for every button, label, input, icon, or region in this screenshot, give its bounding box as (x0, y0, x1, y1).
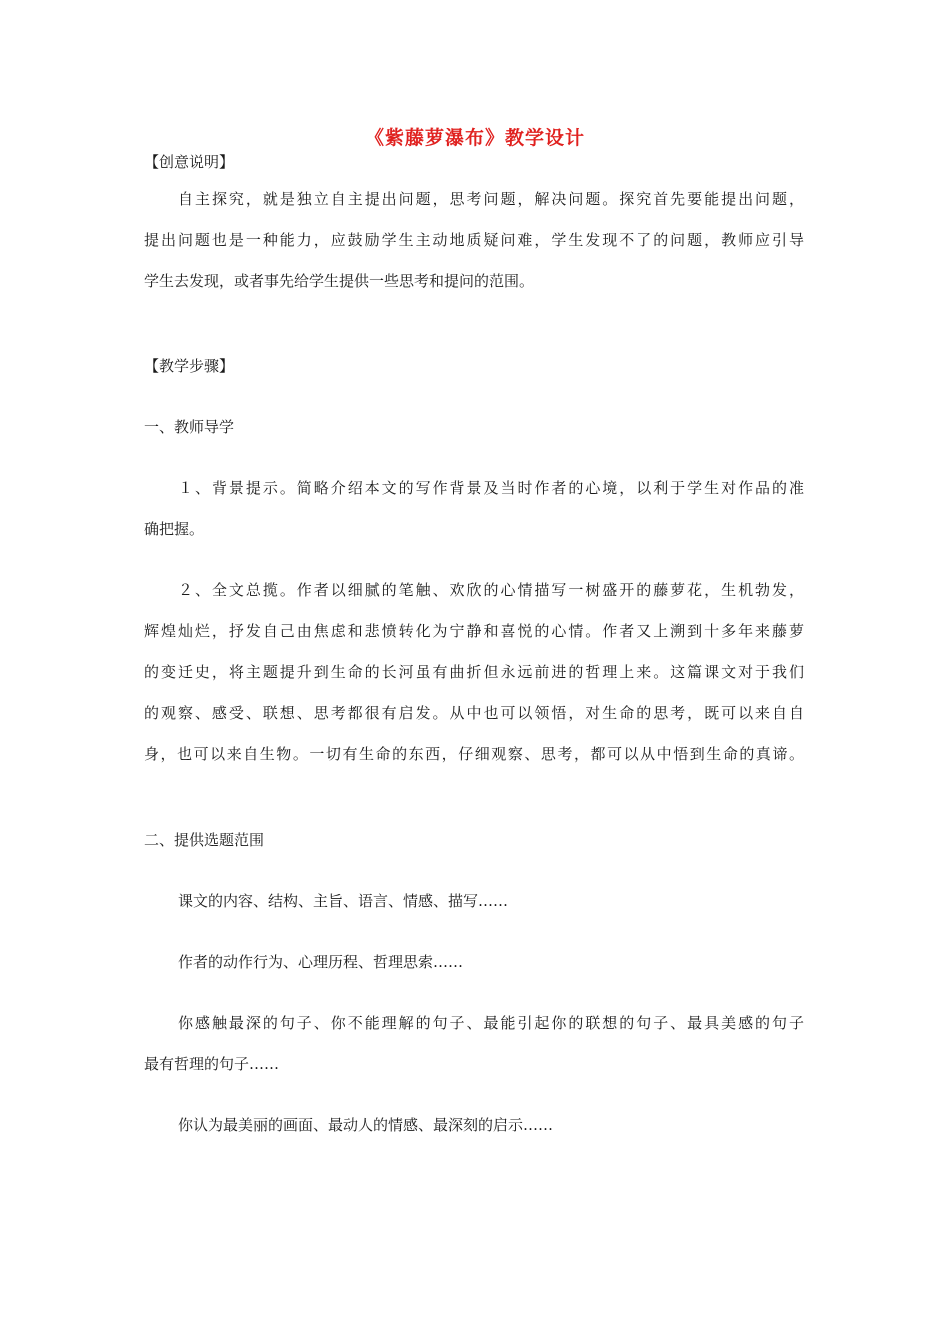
section-heading-steps: 【教学步骤】 (144, 357, 235, 375)
scope-item: 你认为最美丽的画面、最动人的情感、最深刻的启示…… (178, 1116, 554, 1134)
item1-paragraph-line: １、背景提示。简略介绍本文的写作背景及当时作者的心境，以利于学生对作品的准 (178, 479, 804, 497)
item2-paragraph-line: 的观察、感受、联想、思考都很有启发。从中也可以领悟，对生命的思考，既可以来自自 (144, 704, 804, 722)
item2-paragraph-line: 辉煌灿烂，抒发自己由焦虑和悲愤转化为宁静和喜悦的心情。作者又上溯到十多年来藤萝 (144, 622, 804, 640)
item1-paragraph-line: 确把握。 (144, 520, 205, 538)
item2-paragraph-line: ２、全文总揽。作者以细腻的笔触、欢欣的心情描写一树盛开的藤萝花，生机勃发， (178, 581, 804, 599)
scope-item: 作者的动作行为、心理历程、哲理思索…… (178, 953, 464, 971)
document-title: 《紫藤萝瀑布》教学设计 (364, 127, 585, 149)
scope-item-line: 你感触最深的句子、你不能理解的句子、最能引起你的联想的句子、最具美感的句子 (178, 1014, 804, 1032)
scope-item-line: 最有哲理的句子…… (144, 1055, 280, 1073)
item2-paragraph-line: 身，也可以来自生物。一切有生命的东西，仔细观察、思考，都可以从中悟到生命的真谛。 (144, 745, 804, 763)
idea-paragraph-line: 提出问题也是一种能力，应鼓励学生主动地质疑问难，学生发现不了的问题，教师应引导 (144, 231, 804, 249)
section-heading-idea: 【创意说明】 (144, 153, 235, 171)
scope-item: 课文的内容、结构、主旨、语言、情感、描写…… (178, 892, 509, 910)
item2-paragraph-line: 的变迁史，将主题提升到生命的长河虽有曲折但永远前进的哲理上来。这篇课文对于我们 (144, 663, 804, 681)
idea-paragraph-line: 学生去发现，或者事先给学生提供一些思考和提问的范围。 (144, 272, 535, 290)
idea-paragraph-line: 自主探究，就是独立自主提出问题，思考问题，解决问题。探究首先要能提出问题， (178, 190, 804, 208)
part1-heading: 一、教师导学 (144, 418, 235, 436)
part2-heading: 二、提供选题范围 (144, 831, 265, 849)
